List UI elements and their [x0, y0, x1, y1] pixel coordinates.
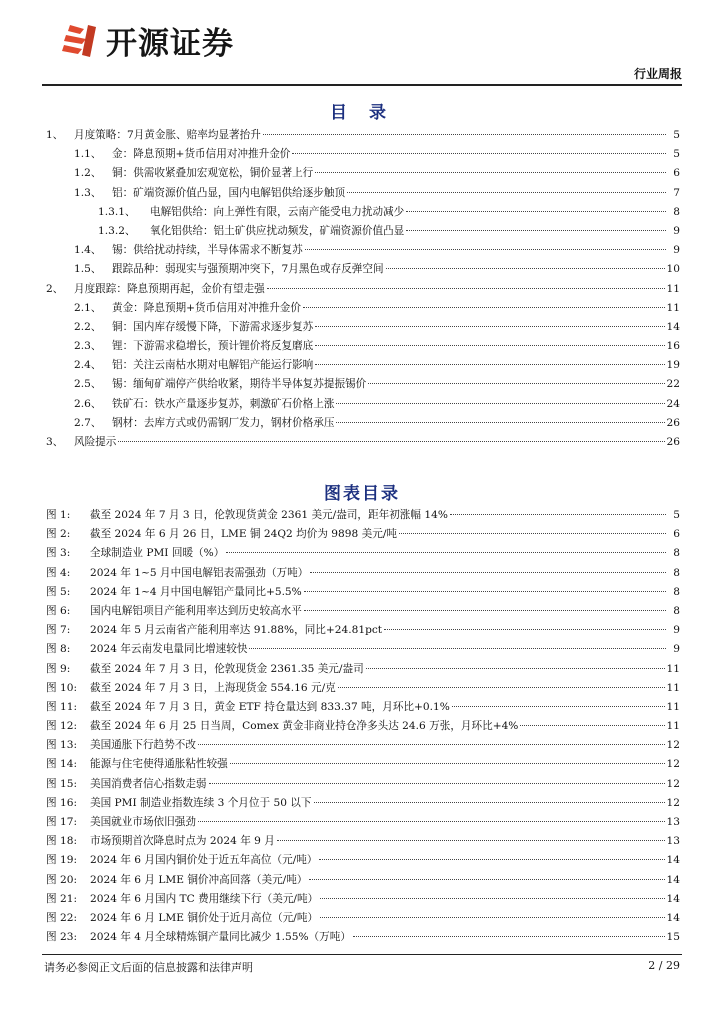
- toc-entry-title: 锡：缅甸矿端停产供给收紧，期待半导体复苏提振锡价: [112, 378, 367, 391]
- toc-entry[interactable]: [46, 222, 680, 241]
- toc-page-number: 8: [673, 205, 680, 218]
- figure-page-number: 12: [666, 777, 680, 790]
- figure-number: 图 11:: [46, 700, 78, 713]
- figure-number: 图 19:: [46, 854, 78, 867]
- toc-entry-title: 月度跟踪：降息预期再起，金价有望走强: [74, 282, 265, 295]
- toc-entry-number: 1.5、: [74, 263, 102, 276]
- figure-list-item[interactable]: [46, 583, 680, 602]
- toc-page-number: 5: [673, 148, 680, 161]
- figure-list-item[interactable]: [46, 928, 680, 947]
- toc-list: [46, 126, 680, 452]
- figure-number: 图 13:: [46, 739, 78, 752]
- figure-caption: 2024 年 1~4 月中国电解铝产量同比+5.5%: [90, 585, 302, 598]
- toc-page-number: 24: [666, 397, 680, 410]
- toc-entry[interactable]: [46, 280, 680, 299]
- figure-caption: 美国消费者信心指数走弱: [90, 777, 207, 790]
- figure-caption: 2024 年 5 月云南省产能利用率达 91.88%，同比+24.81pct: [90, 624, 383, 637]
- figure-number: 图 16:: [46, 796, 78, 809]
- figure-page-number: 14: [666, 873, 680, 886]
- figure-caption: 市场预期首次降息时点为 2024 年 9 月: [90, 835, 275, 848]
- toc-entry-number: 1、: [46, 129, 64, 141]
- figure-list-item[interactable]: [46, 679, 680, 698]
- company-logo: [60, 18, 234, 63]
- dot-leader: [249, 648, 666, 649]
- figure-number: 图 12:: [46, 720, 78, 733]
- figure-list-item[interactable]: [46, 717, 680, 736]
- toc-entry[interactable]: [46, 337, 680, 356]
- toc-entry[interactable]: [46, 126, 680, 145]
- toc-page-number: 26: [666, 416, 680, 429]
- figure-number: 图 18:: [46, 835, 78, 848]
- toc-page-number: 9: [673, 224, 680, 237]
- figure-caption: 截至 2024 年 7 月 3 日，伦敦现货黄金 2361 美元/盎司，距年初涨幅 14%: [90, 509, 448, 521]
- toc-entry-title: 铝：矿端资源价值凸显，国内电解铝供给逐步触顶: [112, 186, 346, 199]
- dot-leader: [315, 345, 664, 346]
- figure-page-number: 11: [666, 681, 680, 694]
- figure-page-number: 8: [673, 547, 680, 560]
- dot-leader: [319, 859, 664, 860]
- figure-caption: 2024 年 6 月国内 TC 费用继续下行（美元/吨）: [90, 892, 319, 905]
- toc-entry[interactable]: [46, 414, 680, 433]
- toc-entry-number: 2.1、: [74, 301, 102, 314]
- dot-leader: [315, 364, 664, 365]
- dot-leader: [406, 230, 666, 231]
- toc-entry-number: 1.1、: [74, 148, 102, 161]
- figure-list-item[interactable]: [46, 698, 680, 717]
- toc-entry-title: 钢材：去库方式或仍需钢厂发力，钢材价格承压: [112, 416, 335, 429]
- figures-title: 图表目录: [324, 484, 400, 504]
- dot-leader: [406, 211, 666, 212]
- toc-entry-number: 2.3、: [74, 340, 102, 353]
- toc-entry[interactable]: [46, 241, 680, 260]
- dot-leader: [198, 821, 665, 822]
- toc-entry-title: 风险提示: [74, 436, 117, 448]
- figures-list: [46, 506, 680, 947]
- toc-entry-number: 2、: [46, 282, 64, 295]
- figure-caption: 2024 年 6 月国内铜价处于近五年高位（元/吨）: [90, 854, 318, 867]
- figure-page-number: 14: [666, 911, 680, 924]
- dot-leader: [399, 533, 666, 534]
- figure-caption: 2024 年 6 月 LME 铜价处于近月高位（元/吨）: [90, 911, 319, 924]
- dot-leader: [315, 326, 664, 327]
- dot-leader: [338, 687, 665, 688]
- toc-entry-title: 月度策略：7月黄金胀、赔率均显著抬升: [74, 129, 261, 141]
- dot-leader: [315, 172, 666, 173]
- figure-page-number: 14: [666, 854, 680, 867]
- figure-caption: 美国就业市场依旧强劲: [90, 816, 196, 828]
- figure-page-number: 11: [666, 720, 680, 733]
- figure-number: 图 9:: [46, 662, 71, 675]
- figure-number: 图 1:: [46, 509, 71, 521]
- figure-caption: 截至 2024 年 7 月 3 日，黄金 ETF 持仓量达到 833.37 吨，月环比+0.1%: [90, 700, 450, 713]
- figure-list-item[interactable]: [46, 621, 680, 640]
- dot-leader: [314, 802, 665, 803]
- toc-entry-number: 1.3.1、: [98, 205, 136, 218]
- dot-leader: [320, 917, 664, 918]
- header-divider: [42, 84, 682, 86]
- toc-entry-title: 铝：关注云南枯水期对电解铝产能运行影响: [112, 359, 314, 372]
- figure-list-item[interactable]: [46, 564, 680, 583]
- dot-leader: [309, 879, 664, 880]
- dot-leader: [336, 422, 664, 423]
- dot-leader: [368, 383, 664, 384]
- figure-list-item[interactable]: [46, 851, 680, 870]
- dot-leader: [366, 668, 665, 669]
- toc-entry-number: 2.4、: [74, 359, 102, 372]
- toc-page-number: 7: [673, 186, 680, 199]
- figure-caption: 能源与住宅使得通胀粘性较强: [90, 758, 228, 771]
- dot-leader: [292, 153, 666, 154]
- dot-leader: [386, 268, 665, 269]
- toc-entry-title: 铜：供需收紧叠加宏观宽松，铜价显著上行: [112, 167, 314, 180]
- figure-list-item[interactable]: [46, 871, 680, 890]
- dot-leader: [304, 591, 666, 592]
- figure-list-item[interactable]: [46, 832, 680, 851]
- toc-page-number: 26: [666, 436, 680, 448]
- toc-entry-title: 铜：国内库存缓慢下降，下游需求逐步复苏: [112, 320, 314, 333]
- dot-leader: [304, 610, 666, 611]
- figure-number: 图 23:: [46, 931, 78, 944]
- toc-entry-number: 1.3.2、: [98, 224, 136, 237]
- toc-page-number: 5: [673, 129, 680, 141]
- figure-number: 图 6:: [46, 604, 71, 617]
- toc-entry-title: 锂：下游需求稳增长，预计锂价将反复磨底: [112, 340, 314, 353]
- toc-entry-number: 2.5、: [74, 378, 102, 391]
- toc-entry-title: 电解铝供给：向上弹性有限，云南产能受电力扰动减少: [150, 205, 405, 218]
- dot-leader: [198, 744, 665, 745]
- dot-leader: [320, 898, 664, 899]
- figure-page-number: 12: [666, 739, 680, 752]
- figure-page-number: 14: [666, 892, 680, 905]
- figure-caption: 全球制造业 PMI 回暖（%）: [90, 547, 225, 560]
- toc-entry-title: 铁矿石：铁水产量逐步复苏，刺激矿石价格上涨: [112, 397, 335, 410]
- toc-entry[interactable]: [46, 145, 680, 164]
- figure-page-number: 6: [673, 528, 680, 541]
- dot-leader: [384, 629, 666, 630]
- toc-entry-number: 1.3、: [74, 186, 102, 199]
- toc-title: 目 录: [330, 103, 394, 123]
- toc-entry[interactable]: [46, 395, 680, 414]
- figure-number: 图 20:: [46, 873, 78, 886]
- figure-page-number: 5: [673, 509, 680, 521]
- figure-page-number: 9: [673, 643, 680, 656]
- toc-entry[interactable]: [46, 203, 680, 222]
- figure-list-item[interactable]: [46, 736, 680, 755]
- figure-list-item[interactable]: [46, 640, 680, 659]
- report-type-label: 行业周报: [633, 67, 682, 81]
- figure-number: 图 15:: [46, 777, 78, 790]
- figure-list-item[interactable]: [46, 506, 680, 525]
- toc-entry-title: 黄金：降息预期+货币信用对冲推升金价: [112, 301, 301, 314]
- figure-page-number: 12: [666, 796, 680, 809]
- figure-number: 图 17:: [46, 816, 78, 828]
- dot-leader: [277, 840, 665, 841]
- dot-leader: [452, 706, 665, 707]
- figure-caption: 2024 年云南发电量同比增速较快: [90, 643, 248, 656]
- figure-page-number: 15: [666, 931, 680, 944]
- dot-leader: [263, 134, 666, 135]
- dot-leader: [310, 572, 666, 573]
- toc-page-number: 9: [673, 244, 680, 257]
- figure-list-item[interactable]: [46, 794, 680, 813]
- toc-entry[interactable]: [46, 433, 680, 452]
- figure-caption: 截至 2024 年 6 月 26 日，LME 铜 24Q2 均价为 9898 美元/吨: [90, 528, 397, 541]
- figure-caption: 截至 2024 年 6 月 25 日当周，Comex 黄金非商业持仓净多头达 24.6 万张，月环比+4%: [90, 720, 519, 733]
- figure-caption: 2024 年 1~5 月中国电解铝表需强劲（万吨）: [90, 566, 309, 579]
- toc-page-number: 22: [666, 378, 680, 391]
- toc-entry-number: 3、: [46, 436, 64, 448]
- figure-page-number: 8: [673, 566, 680, 579]
- figure-number: 图 5:: [46, 585, 71, 598]
- dot-leader: [450, 514, 666, 515]
- figure-list-item[interactable]: [46, 909, 680, 928]
- toc-entry[interactable]: [46, 260, 680, 279]
- figure-number: 图 21:: [46, 892, 78, 905]
- figure-page-number: 13: [666, 835, 680, 848]
- figure-number: 图 8:: [46, 643, 71, 656]
- figure-number: 图 22:: [46, 911, 78, 924]
- figure-list-item[interactable]: [46, 602, 680, 621]
- toc-entry-number: 2.2、: [74, 320, 102, 333]
- figure-caption: 2024 年 6 月 LME 铜价冲高回落（美元/吨）: [90, 873, 308, 886]
- figure-caption: 国内电解铝项目产能利用率达到历史较高水平: [90, 604, 302, 617]
- figure-page-number: 8: [673, 585, 680, 598]
- figure-caption: 截至 2024 年 7 月 3 日，上海现货金 554.16 元/克: [90, 681, 336, 694]
- figure-number: 图 4:: [46, 566, 71, 579]
- toc-entry-title: 氧化铝供给：铝土矿供应扰动频发，矿端资源价值凸显: [150, 224, 405, 237]
- toc-page-number: 14: [666, 320, 680, 333]
- figure-page-number: 11: [666, 700, 680, 713]
- toc-entry[interactable]: [46, 164, 680, 183]
- footer-divider: [42, 954, 682, 955]
- figure-list-item[interactable]: [46, 755, 680, 774]
- figure-list-item[interactable]: [46, 544, 680, 563]
- toc-entry[interactable]: [46, 375, 680, 394]
- toc-page-number: 19: [666, 359, 680, 372]
- footer-disclaimer: 请务必参阅正文后面的信息披露和法律声明: [44, 961, 253, 974]
- figure-page-number: 9: [673, 624, 680, 637]
- figure-number: 图 2:: [46, 528, 71, 541]
- figure-list-item[interactable]: [46, 890, 680, 909]
- figure-number: 图 7:: [46, 624, 71, 637]
- toc-page-number: 16: [666, 340, 680, 353]
- dot-leader: [226, 552, 666, 553]
- dot-leader: [230, 763, 665, 764]
- figure-list-item[interactable]: [46, 525, 680, 544]
- page-number: 2 / 29: [648, 959, 680, 972]
- dot-leader: [305, 249, 666, 250]
- figure-number: 图 14:: [46, 758, 78, 771]
- figure-page-number: 8: [673, 604, 680, 617]
- figure-page-number: 11: [666, 662, 680, 675]
- toc-entry-number: 2.6、: [74, 397, 102, 410]
- dot-leader: [347, 192, 666, 193]
- toc-entry-number: 2.7、: [74, 416, 102, 429]
- toc-entry[interactable]: [46, 184, 680, 203]
- figure-list-item[interactable]: [46, 813, 680, 832]
- dot-leader: [303, 307, 665, 308]
- toc-page-number: 11: [666, 282, 680, 295]
- toc-page-number: 10: [666, 263, 680, 276]
- dot-leader: [209, 783, 665, 784]
- toc-entry[interactable]: [46, 318, 680, 337]
- toc-entry-title: 锡：供给扰动持续，半导体需求不断复苏: [112, 244, 303, 257]
- figure-page-number: 12: [666, 758, 680, 771]
- figure-caption: 美国 PMI 制造业指数连续 3 个月位于 50 以下: [90, 796, 312, 809]
- dot-leader: [267, 288, 665, 289]
- toc-entry-title: 金：降息预期+货币信用对冲推升金价: [112, 148, 291, 161]
- logo-mark-icon: [60, 21, 102, 61]
- dot-leader: [118, 441, 664, 442]
- company-name: 开源证券: [106, 26, 234, 62]
- dot-leader: [520, 725, 664, 726]
- toc-entry-title: 跟踪品种：弱现实与强预期冲突下，7月黑色或存反弹空间: [112, 263, 384, 276]
- toc-page-number: 6: [673, 167, 680, 180]
- figure-list-item[interactable]: [46, 775, 680, 794]
- figure-page-number: 13: [666, 816, 680, 828]
- figure-caption: 截至 2024 年 7 月 3 日，伦敦现货金 2361.35 美元/盎司: [90, 662, 364, 675]
- figure-number: 图 10:: [46, 681, 78, 694]
- toc-entry-number: 1.2、: [74, 167, 102, 180]
- toc-page-number: 11: [666, 301, 680, 314]
- toc-entry-number: 1.4、: [74, 244, 102, 257]
- figure-caption: 美国通胀下行趋势不改: [90, 739, 196, 752]
- dot-leader: [353, 936, 665, 937]
- dot-leader: [336, 403, 664, 404]
- figure-list-item[interactable]: [46, 660, 680, 679]
- figure-number: 图 3:: [46, 547, 71, 560]
- toc-entry[interactable]: [46, 356, 680, 375]
- toc-entry[interactable]: [46, 299, 680, 318]
- figure-caption: 2024 年 4 月全球精炼铜产量同比减少 1.55%（万吨）: [90, 931, 351, 944]
